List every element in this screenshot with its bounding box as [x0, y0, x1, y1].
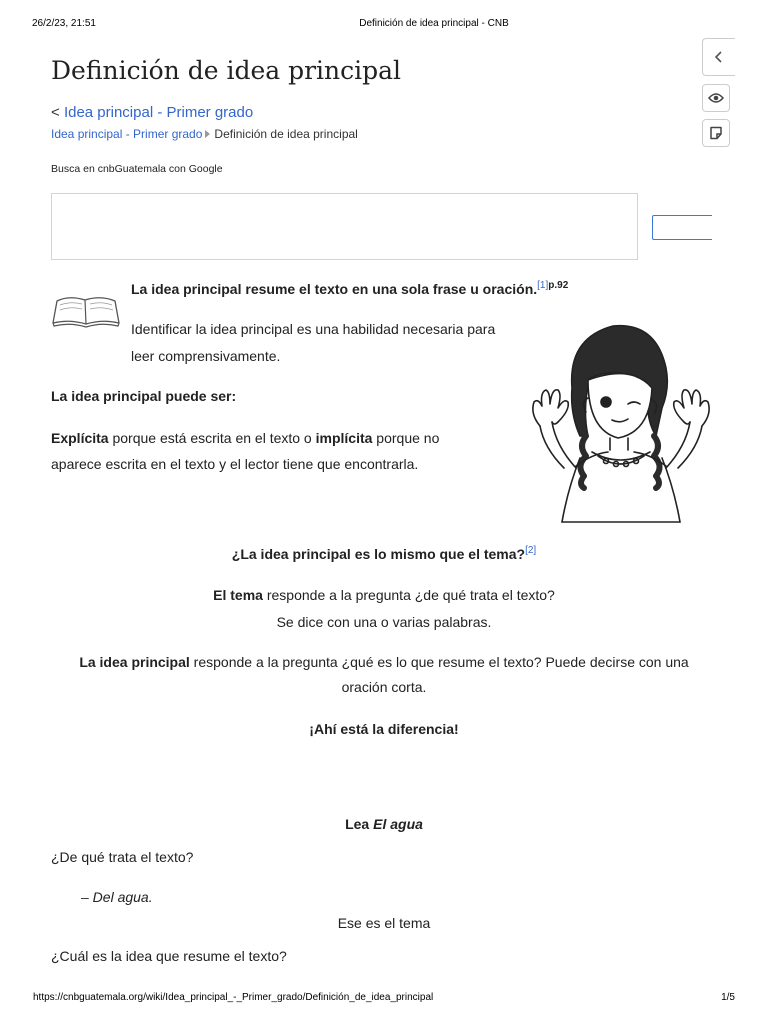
idea-text: responde a la pregunta ¿qué es lo que resume el texto? Puede decirse con una	[189, 654, 689, 670]
difference-text	[51, 717, 717, 742]
read-title: El agua	[373, 816, 423, 832]
search-input[interactable]	[51, 193, 638, 260]
print-page-title: Definición de idea principal - CNB	[359, 18, 509, 29]
chevron-left-icon	[714, 51, 724, 63]
question-1: ¿De qué trata el texto?	[51, 849, 194, 865]
open-book-icon	[51, 293, 121, 329]
reference-link-2[interactable]: [2]	[525, 545, 537, 556]
reference-link-1[interactable]: [1]	[537, 280, 549, 291]
explicit-text: porque está escrita en el texto o	[108, 430, 316, 446]
note-button[interactable]	[702, 119, 730, 147]
idea-definition-1	[51, 650, 717, 675]
back-prefix: <	[51, 104, 64, 121]
intro-line-1: Identificar la idea principal es una habilidad necesaria para	[131, 321, 496, 337]
search-button[interactable]	[652, 215, 712, 240]
sticky-note-icon	[709, 126, 723, 140]
lead-page: p.92	[548, 280, 569, 291]
lead-sentence	[131, 276, 568, 303]
intro-line-2: leer comprensivamente.	[131, 348, 281, 364]
answer-1-text: – Del agua.	[81, 889, 153, 905]
can-be-text: La idea principal puede ser:	[51, 388, 237, 404]
theme-text: responde a la pregunta ¿de qué trata el texto?	[262, 587, 555, 603]
theme-question	[51, 542, 717, 567]
read-prefix: Lea	[345, 816, 374, 832]
explicit-line-2: aparece escrita en el texto y el lector tiene que encontrarla.	[51, 456, 419, 472]
search-label: Busca en cnbGuatemala con Google	[51, 163, 223, 175]
print-url: https://cnbguatemala.org/wiki/Idea_principal_-_Primer_grado/Definición_de_idea_principal	[33, 992, 434, 1003]
page-title: Definición de idea principal	[51, 56, 402, 85]
breadcrumb-current: Definición de idea principal	[214, 127, 358, 141]
breadcrumb-separator-icon	[205, 130, 210, 138]
back-link-row	[51, 104, 253, 121]
breadcrumb-parent[interactable]: Idea principal - Primer grado	[51, 127, 203, 141]
theme-definition-2: Se dice con una o varias palabras.	[276, 614, 492, 630]
theme-term: El tema	[213, 587, 263, 603]
theme-question-text: ¿La idea principal es lo mismo que el tema?	[231, 546, 526, 562]
print-page-number: 1/5	[721, 992, 735, 1003]
breadcrumb	[51, 127, 358, 141]
explicit-term: Explícita	[51, 430, 109, 446]
girl-illustration	[528, 318, 714, 524]
view-button[interactable]	[702, 84, 730, 112]
read-heading	[51, 812, 717, 837]
lead-bold: La idea principal resume el texto en una sola frase u oración.	[131, 281, 538, 297]
print-datetime: 26/2/23, 21:51	[32, 18, 96, 29]
implicit-term: implícita	[315, 430, 373, 446]
eye-icon	[708, 92, 724, 104]
idea-term: La idea principal	[79, 654, 190, 670]
implicit-text: porque no	[372, 430, 440, 446]
difference-bold: ¡Ahí está la diferencia!	[309, 721, 459, 737]
explicit-line-1	[51, 425, 439, 452]
back-link[interactable]: Idea principal - Primer grado	[63, 104, 254, 121]
question-2: ¿Cuál es la idea que resume el texto?	[51, 948, 287, 964]
theme-definition-1	[51, 583, 717, 608]
answer-1	[81, 884, 153, 911]
collapse-button[interactable]	[702, 38, 735, 76]
idea-definition-2: oración corta.	[341, 679, 427, 695]
can-be-heading	[51, 383, 236, 410]
answer-1-note: Ese es el tema	[337, 915, 431, 931]
